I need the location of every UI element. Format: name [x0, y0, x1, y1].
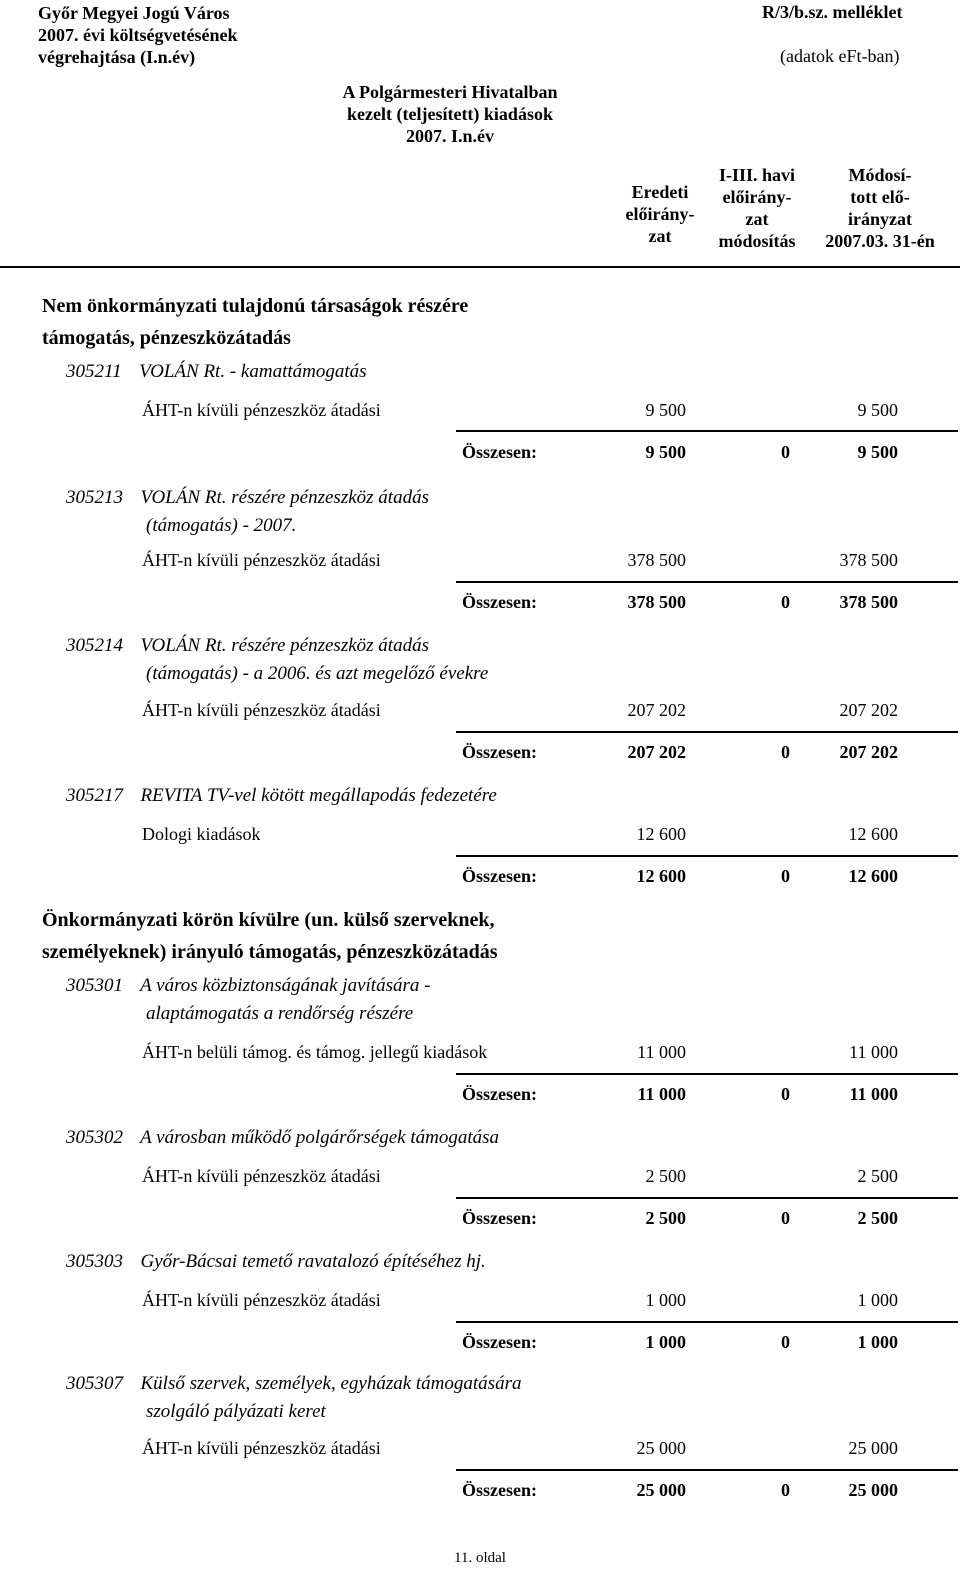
line-label: ÁHT-n kívüli pénzeszköz átadási: [142, 400, 381, 420]
total-rule: [456, 1469, 958, 1471]
line-label: ÁHT-n kívüli pénzeszköz átadási: [142, 550, 381, 570]
item-code: 305307: [66, 1373, 123, 1394]
total-change: 0: [781, 592, 790, 612]
item-title: [66, 484, 429, 540]
mod-value: 207 202: [839, 700, 898, 720]
item-code: 305214: [66, 635, 123, 656]
total-rule: [456, 1321, 958, 1323]
total-label: Összesen:: [462, 442, 537, 462]
subtitle-line: A Polgármesteri Hivatalban: [342, 82, 558, 102]
item-title-line: (támogatás) - 2007.: [146, 515, 297, 536]
item-code: 305211: [66, 361, 122, 382]
total-change: 0: [781, 866, 790, 886]
total-change: 0: [781, 1208, 790, 1228]
total-label: Összesen:: [462, 742, 537, 762]
col-header-line: irányzat: [848, 209, 912, 229]
total-mod: 11 000: [849, 1084, 898, 1104]
col-header-line: I-III. havi: [718, 165, 796, 185]
section-heading-line: Önkormányzati körön kívülre (un. külső szerveknek,: [42, 909, 495, 931]
item-title-line: szolgáló pályázati keret: [146, 1401, 326, 1422]
col-header-line: tott elő-: [850, 187, 910, 207]
item-title: [66, 358, 367, 386]
total-rule: [456, 1197, 958, 1199]
item-title-line: VOLÁN Rt. részére pénzeszköz átadás: [140, 635, 429, 656]
orig-value: 378 500: [627, 550, 686, 570]
section-heading-line: támogatás, pénzeszközátadás: [42, 327, 291, 349]
table-subtitle: [300, 81, 600, 147]
mod-value: 1 000: [857, 1290, 898, 1310]
line-label: ÁHT-n kívüli pénzeszköz átadási: [142, 1166, 381, 1186]
subtitle-line: kezelt (teljesített) kiadások: [347, 104, 553, 124]
col-header-line: módosítás: [718, 231, 796, 251]
total-rule: [456, 731, 958, 733]
orig-value: 11 000: [637, 1042, 686, 1062]
item-title-line: VOLÁN Rt. részére pénzeszköz átadás: [140, 487, 429, 508]
total-rule: [456, 430, 958, 432]
item-code: 305302: [66, 1127, 123, 1148]
total-orig: 25 000: [636, 1480, 686, 1500]
total-mod: 12 600: [848, 866, 898, 886]
total-label: Összesen:: [462, 1208, 537, 1228]
col-header-line: előirány-: [625, 204, 695, 224]
item-title-line: REVITA TV-vel kötött megállapodás fedezetére: [140, 785, 497, 806]
mod-value: 9 500: [857, 400, 898, 420]
item-title: [66, 1124, 499, 1152]
total-rule: [456, 581, 958, 583]
total-mod: 207 202: [839, 742, 898, 762]
total-orig: 378 500: [627, 592, 686, 612]
page-number: 11. oldal: [454, 1550, 506, 1566]
header-divider: [0, 266, 960, 268]
mod-value: 12 600: [848, 824, 898, 844]
orig-value: 1 000: [645, 1290, 686, 1310]
col-header-line: zat: [648, 226, 672, 246]
line-label: ÁHT-n kívüli pénzeszköz átadási: [142, 700, 381, 720]
total-label: Összesen:: [462, 1480, 537, 1500]
col-header-line: zat: [745, 209, 769, 229]
item-code: 305301: [66, 975, 123, 996]
item-title: [66, 632, 488, 688]
item-title-line: alaptámogatás a rendőrség részére: [146, 1003, 414, 1024]
mod-value: 11 000: [849, 1042, 898, 1062]
total-label: Összesen:: [462, 866, 537, 886]
section-heading-line: személyeknek) irányuló támogatás, pénzeszközátadás: [42, 941, 498, 963]
total-change: 0: [781, 1084, 790, 1104]
column-header-change: [702, 164, 812, 252]
mod-value: 2 500: [857, 1166, 898, 1186]
item-title: [66, 782, 497, 810]
item-title: [66, 972, 430, 1028]
title-line: végrehajtása (I.n.év): [38, 47, 196, 67]
item-title-line: A városban működő polgárőrségek támogatása: [140, 1127, 500, 1148]
section-heading-line: Nem önkormányzati tulajdonú társaságok részére: [42, 295, 469, 317]
item-title: [66, 1248, 486, 1276]
document-title: [38, 2, 237, 68]
title-line: 2007. évi költségvetésének: [38, 25, 238, 45]
total-label: Összesen:: [462, 1084, 537, 1104]
item-title-line: Győr-Bácsai temető ravatalozó építéséhez hj.: [140, 1251, 486, 1272]
item-title-line: Külső szervek, személyek, egyházak támogatására: [140, 1373, 522, 1394]
item-code: 305217: [66, 785, 123, 806]
col-header-line: Módosí-: [848, 165, 912, 185]
col-header-line: előirány-: [722, 187, 792, 207]
item-code: 305303: [66, 1251, 123, 1272]
line-label: ÁHT-n kívüli pénzeszköz átadási: [142, 1438, 381, 1458]
item-title-line: A város közbiztonságának javítására -: [140, 975, 431, 996]
total-change: 0: [781, 442, 790, 462]
total-orig: 9 500: [645, 442, 686, 462]
item-title-line: (támogatás) - a 2006. és azt megelőző évekre: [146, 663, 489, 684]
total-mod: 2 500: [857, 1208, 898, 1228]
appendix-label: R/3/b.sz. melléklet: [762, 2, 903, 22]
column-header-original: [610, 181, 710, 247]
line-label: ÁHT-n belüli támog. és támog. jellegű kiadások: [142, 1042, 488, 1062]
item-title-line: VOLÁN Rt. - kamattámogatás: [139, 361, 367, 382]
orig-value: 12 600: [636, 824, 686, 844]
section-heading: [42, 290, 468, 354]
item-title: [66, 1370, 521, 1426]
orig-value: 25 000: [636, 1438, 686, 1458]
total-change: 0: [781, 1480, 790, 1500]
section-heading: [42, 904, 498, 968]
orig-value: 9 500: [645, 400, 686, 420]
unit-label: (adatok eFt-ban): [780, 46, 900, 66]
orig-value: 207 202: [627, 700, 686, 720]
total-orig: 11 000: [637, 1084, 686, 1104]
total-label: Összesen:: [462, 592, 537, 612]
line-label: Dologi kiadások: [142, 824, 261, 844]
orig-value: 2 500: [645, 1166, 686, 1186]
total-label: Összesen:: [462, 1332, 537, 1352]
mod-value: 25 000: [848, 1438, 898, 1458]
col-header-line: Eredeti: [631, 182, 689, 202]
total-orig: 2 500: [645, 1208, 686, 1228]
column-header-modified: [810, 164, 950, 252]
subtitle-line: 2007. I.n.év: [405, 126, 494, 146]
total-orig: 207 202: [627, 742, 686, 762]
line-label: ÁHT-n kívüli pénzeszköz átadási: [142, 1290, 381, 1310]
total-orig: 1 000: [645, 1332, 686, 1352]
total-rule: [456, 1073, 958, 1075]
total-change: 0: [781, 1332, 790, 1352]
total-change: 0: [781, 742, 790, 762]
total-mod: 1 000: [857, 1332, 898, 1352]
mod-value: 378 500: [839, 550, 898, 570]
total-mod: 9 500: [857, 442, 898, 462]
total-mod: 378 500: [839, 592, 898, 612]
item-code: 305213: [66, 487, 123, 508]
total-rule: [456, 855, 958, 857]
col-header-line: 2007.03. 31-én: [825, 231, 935, 251]
title-line: Győr Megyei Jogú Város: [38, 3, 230, 23]
total-mod: 25 000: [848, 1480, 898, 1500]
total-orig: 12 600: [636, 866, 686, 886]
